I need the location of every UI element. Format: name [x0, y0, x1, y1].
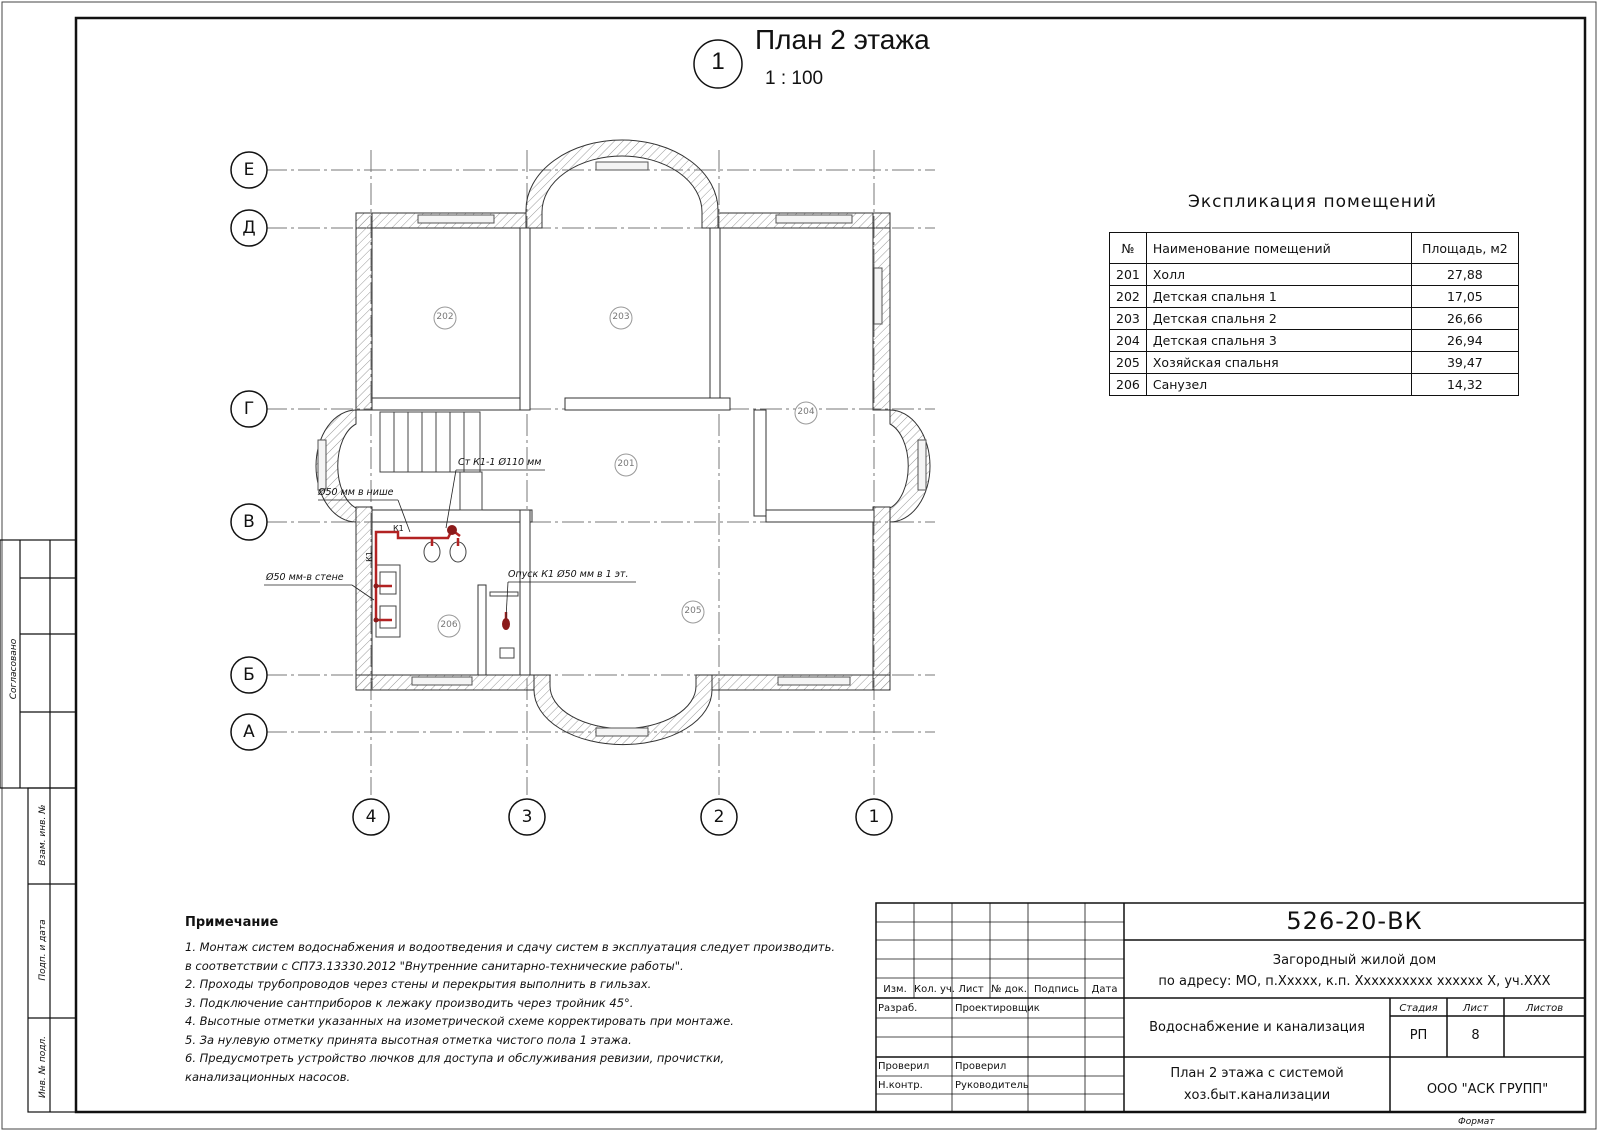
table-row [1110, 264, 1519, 286]
format-label: Формат [1458, 1117, 1495, 1127]
header-area: Площадь, м2 [1411, 233, 1518, 264]
room-area: 39,47 [1411, 352, 1518, 374]
axis-label-2: 2 [713, 807, 725, 827]
col-signature: Подпись [1034, 984, 1079, 995]
room-name: Детская спальня 3 [1146, 330, 1411, 352]
name-norm-control: Руководитель [955, 1080, 1029, 1091]
col-count: Кол. уч. [914, 984, 955, 995]
axis-label-b: Б [243, 665, 255, 685]
note-line: 1. Монтаж систем водоснабжения и водоотведения и сдачу систем в эксплуатация следует производить. [185, 940, 836, 954]
header-name: Наименование помещений [1146, 233, 1411, 264]
room-tag-202: 202 [436, 312, 454, 322]
role-checker: Проверил [878, 1061, 930, 1072]
table-row [1110, 286, 1519, 308]
room-name: Холл [1146, 264, 1411, 286]
section-name: Водоснабжение и канализация [1149, 1020, 1365, 1035]
room-tag-201: 201 [617, 459, 635, 469]
sheets-label: Листов [1525, 1003, 1564, 1014]
col-doc: № док. [991, 984, 1027, 995]
document-code: 526-20-ВК [1286, 907, 1423, 935]
notes-list [185, 938, 835, 1086]
original-inv-label: Инв. № подл. [38, 1035, 48, 1099]
company-name: ООО "АСК ГРУПП" [1426, 1082, 1549, 1097]
room-tag-203: 203 [612, 312, 630, 322]
note-line: 5. За нулевую отметку принята высотная отметка чистого пола 1 этажа. [185, 1032, 632, 1047]
room-number: 205 [1110, 352, 1147, 374]
agreed-label: Согласовано [9, 638, 19, 700]
room-number: 201 [1110, 264, 1147, 286]
col-sheet: Лист [958, 984, 984, 995]
object-line-1: Загородный жилой дом [1272, 953, 1437, 968]
sign-date-label: Подп. и дата [38, 919, 48, 981]
room-number: 203 [1110, 308, 1147, 330]
explication-table [1109, 232, 1519, 396]
axis-label-1: 1 [868, 807, 880, 827]
room-area: 26,94 [1411, 330, 1518, 352]
room-name: Санузел [1146, 374, 1411, 396]
pipe-tag-k1: К1 [393, 524, 404, 533]
plan-title: План 2 этажа [755, 24, 930, 55]
room-number: 204 [1110, 330, 1147, 352]
pipe-tag-k1-vertical: К1 [364, 551, 374, 562]
role-developer: Разраб. [878, 1003, 918, 1014]
plan-scale: 1 : 100 [765, 68, 824, 89]
callout-riser: Ст К1-1 Ø110 мм [458, 457, 542, 468]
note-line: в соответствии с СП73.13330.2012 "Внутренние санитарно-технические работы". [185, 958, 684, 973]
table-row [1110, 330, 1519, 352]
callout-drop: Опуск К1 Ø50 мм в 1 эт. [508, 569, 629, 580]
room-tag-204: 204 [797, 407, 815, 417]
axis-label-4: 4 [365, 807, 377, 827]
note-line: 3. Подключение сантприборов к лежаку производить через тройник 45°. [185, 995, 634, 1010]
room-number: 202 [1110, 286, 1147, 308]
sheet-title-line-2: хоз.быт.канализации [1183, 1088, 1331, 1103]
view-number: 1 [711, 48, 725, 75]
windows [318, 162, 926, 736]
axis-label-a: А [243, 722, 255, 742]
axis-label-g: Г [243, 399, 255, 419]
object-line-2: по адресу: МО, п.Ххххх, к.п. Хххххххххх хххххх Х, уч.ХХХ [1158, 974, 1551, 989]
callout-wall: Ø50 мм-в стене [266, 572, 344, 583]
sheet-label: Лист [1462, 1003, 1489, 1014]
interior-walls [372, 228, 874, 675]
table-row [1110, 308, 1519, 330]
room-name: Детская спальня 2 [1146, 308, 1411, 330]
note-line: 2. Проходы трубопроводов через стены и перекрытия выполнить в гильзах. [185, 977, 652, 991]
axis-label-d: Д [242, 218, 256, 238]
room-area: 27,88 [1411, 264, 1518, 286]
header-number: № [1110, 233, 1147, 264]
axis-label-v: В [243, 512, 255, 532]
sheet-title-line-1: План 2 этажа с системой [1170, 1066, 1344, 1081]
name-developer: Проектировщик [955, 1003, 1040, 1014]
room-tag-205: 205 [684, 606, 702, 616]
role-norm-control: Н.контр. [878, 1080, 923, 1091]
name-checker: Проверил [955, 1061, 1007, 1072]
col-date: Дата [1091, 984, 1118, 995]
notes-heading: Примечание [185, 915, 279, 930]
axis-label-e: Е [243, 160, 255, 180]
room-area: 26,66 [1411, 308, 1518, 330]
table-row [1110, 352, 1519, 374]
replaces-inv-label: Взам. инв. № [38, 804, 48, 866]
col-change: Изм. [883, 984, 907, 995]
note-line: 4. Высотные отметки указанных на изометрической схеме корректировать при монтаже. [185, 1014, 734, 1028]
sheet-number: 8 [1471, 1028, 1480, 1043]
note-line: 6. Предусмотреть устройство лючков для доступа и обслуживания ревизии, прочистки, [185, 1051, 725, 1065]
note-line: канализационных насосов. [185, 1069, 351, 1084]
room-tag-206: 206 [440, 620, 458, 630]
explication-title: Экспликация помещений [1188, 192, 1437, 212]
axis-label-3: 3 [521, 807, 533, 827]
room-number: 206 [1110, 374, 1147, 396]
room-name: Детская спальня 1 [1146, 286, 1411, 308]
callout-niche: Ø50 мм в нише [318, 487, 394, 498]
stage-label: Стадия [1399, 1003, 1438, 1014]
room-area: 17,05 [1411, 286, 1518, 308]
table-row [1110, 374, 1519, 396]
explication-header-row [1110, 233, 1519, 264]
room-name: Хозяйская спальня [1146, 352, 1411, 374]
room-area: 14,32 [1411, 374, 1518, 396]
stage-value: РП [1409, 1028, 1428, 1043]
fixtures [376, 542, 518, 658]
